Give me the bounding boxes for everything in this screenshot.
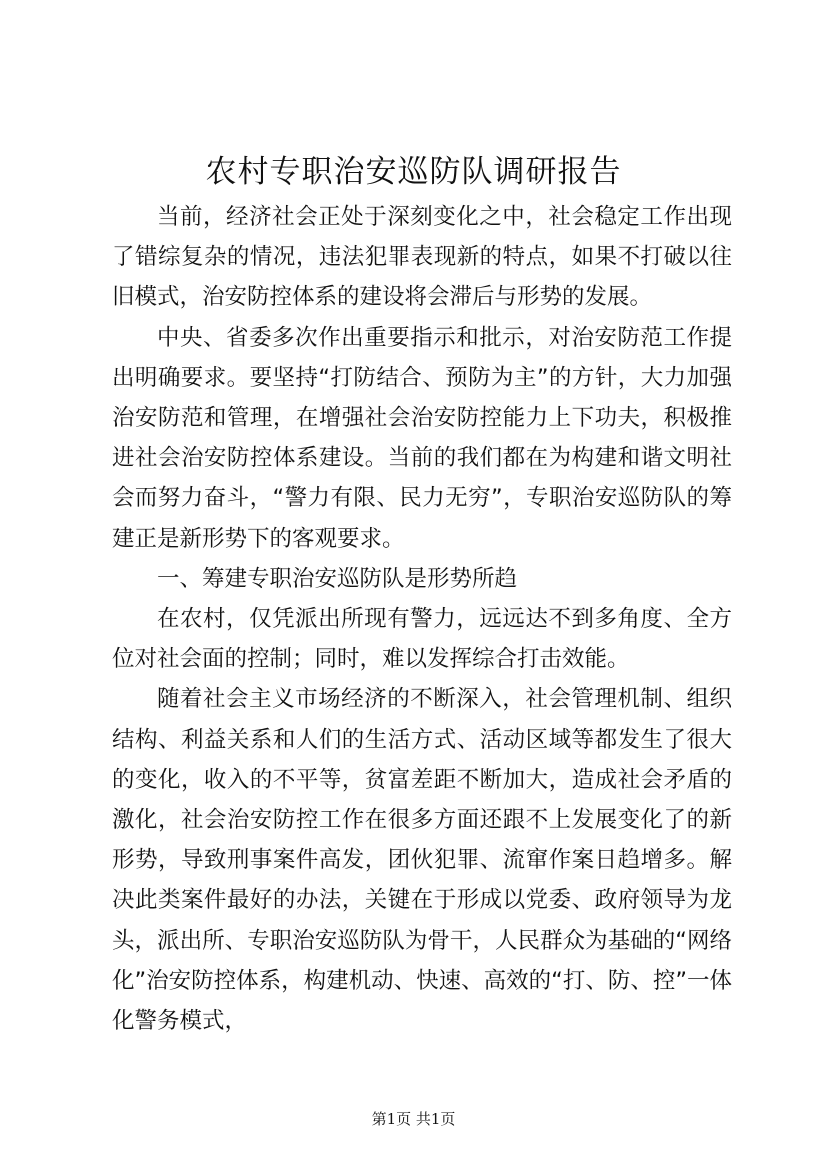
paragraph: 在农村，仅凭派出所现有警力，远远达不到多角度、全方位对社会面的控制；同时，难以发挥综合打击效能。	[112, 606, 732, 673]
paragraph: 随着社会主义市场经济的不断深入，社会管理机制、组织结构、利益关系和人们的生活方式、活动区域等都发生了很大的变化，收入的不平等，贫富差距不断加大，造成社会矛盾的激化，社会治安防控工作在很多方面还跟不上发展变化了的新形势，导致刑事案件高发，团伙犯罪、流窜作案日趋增多。解决此类案件最好的办法，关键在于形成以党委、政府领导为龙头，派出所、专职治安巡防队为骨干，人民群众为基础的“网络化”治安防控体系，构建机动、快速、高效的“打、防、控”一体化警务模式，	[112, 686, 732, 1035]
document-title: 农村专职治安巡防队调研报告	[205, 154, 622, 190]
section-heading: 一、筹建专职治安巡防队是形势所趋	[157, 565, 518, 592]
page-footer: 第1页 共1页	[371, 1110, 456, 1128]
document-body	[112, 197, 732, 1041]
paragraph: 当前，经济社会正处于深刻变化之中，社会稳定工作出现了错综复杂的情况，违法犯罪表现新的特点，如果不打破以往旧模式，治安防控体系的建设将会滞后与形势的发展。	[112, 204, 732, 311]
paragraph: 中央、省委多次作出重要指示和批示，对治安防范工作提出明确要求。要坚持“打防结合、预防为主”的方针，大力加强治安防范和管理，在增强社会治安防控能力上下功夫，积极推进社会治安防控体系建设。当前的我们都在为构建和谐文明社会而努力奋斗，“警力有限、民力无穷”，专职治安巡防队的筹建正是新形势下的客观要求。	[112, 324, 732, 552]
